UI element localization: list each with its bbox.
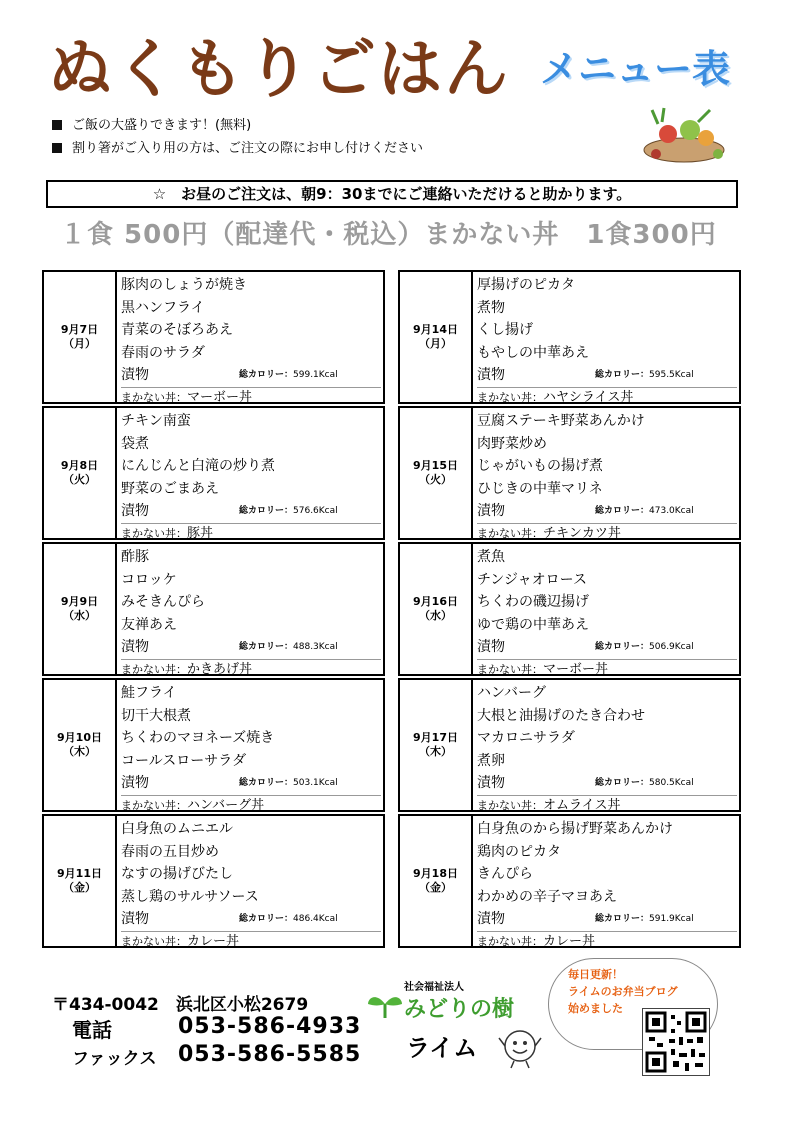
day-label xyxy=(400,544,473,674)
blog-qr-code-icon[interactable] xyxy=(642,1008,710,1076)
donburi-label: まかない丼： xyxy=(121,390,187,404)
pickles-calorie-row xyxy=(477,500,737,524)
date: 9月16日 xyxy=(413,595,458,608)
date: 9月7日 xyxy=(60,323,99,336)
dish-item: 漬物 xyxy=(121,911,149,928)
calorie-label: 総カロリー： xyxy=(595,914,650,925)
dish-item: 蒸し鶏のサルサソース xyxy=(121,888,259,905)
dish-item: 酢豚 xyxy=(121,549,149,565)
dish-item: 大根と油揚げのたき合わせ xyxy=(477,707,645,724)
donburi-row xyxy=(477,660,737,680)
calorie-total xyxy=(239,500,338,523)
lime-mascot-icon xyxy=(498,1024,542,1070)
note-chopsticks xyxy=(52,137,423,156)
calorie-total xyxy=(239,772,338,795)
dish-item: 煮魚 xyxy=(477,549,505,565)
dish-item: 白身魚のから揚げ野菜あんかけ xyxy=(477,821,673,837)
dish-item: ちくわのマヨネーズ焼き xyxy=(121,730,275,747)
donburi-row xyxy=(477,932,737,952)
dish-item: みそきんぴら xyxy=(121,594,205,611)
calorie-value: 473.0Kcal xyxy=(649,506,694,517)
day-label xyxy=(44,272,117,402)
pickles-calorie-row xyxy=(477,364,737,388)
donburi-label: まかない丼： xyxy=(121,662,187,676)
pickles-calorie-row xyxy=(121,500,381,524)
dish-item: 漬物 xyxy=(121,639,149,656)
day-label xyxy=(44,680,117,810)
donburi-value: ハヤシライス丼 xyxy=(543,389,634,405)
day-block xyxy=(398,542,741,676)
donburi-label: まかない丼： xyxy=(121,934,187,948)
dish-item: 春雨の五目炒め xyxy=(121,843,219,860)
weekday: （木） xyxy=(419,745,452,758)
day-label xyxy=(44,816,117,946)
dish-item: ゆで鶏の中華あえ xyxy=(477,616,589,633)
dish-item: 白身魚のムニエル xyxy=(121,821,233,837)
donburi-value: ハンバーグ丼 xyxy=(187,797,265,813)
dish-list xyxy=(477,682,737,816)
calorie-label: 総カロリー： xyxy=(239,778,294,789)
dish-item: 漬物 xyxy=(121,503,149,520)
dish-item: 袋煮 xyxy=(121,435,149,452)
dish-item: わかめの辛子マヨあえ xyxy=(477,888,617,905)
donburi-row xyxy=(121,524,381,544)
donburi-row xyxy=(121,796,381,816)
weekday: （木） xyxy=(63,745,96,758)
sprout-logo-icon xyxy=(366,990,404,1020)
donburi-row xyxy=(477,388,737,408)
dish-item: じゃがいもの揚げ煮 xyxy=(477,458,603,475)
donburi-value: マーボー丼 xyxy=(543,661,609,677)
dish-item: チンジャオロース xyxy=(477,571,587,588)
donburi-value: カレー丼 xyxy=(543,933,596,949)
donburi-value: カレー丼 xyxy=(187,933,240,949)
day-block xyxy=(42,542,385,676)
donburi-value: かきあげ丼 xyxy=(187,661,253,677)
dish-item: 黒ハンフライ xyxy=(121,299,205,316)
dish-list xyxy=(121,546,381,680)
phone-number: 053-586-4933 xyxy=(178,1014,362,1039)
dish-list xyxy=(121,818,381,952)
weekday: （水） xyxy=(419,609,452,622)
org-name: みどりの樹 xyxy=(404,997,515,1022)
dish-item: 漬物 xyxy=(477,367,505,384)
calorie-value: 580.5Kcal xyxy=(649,778,694,789)
calorie-total xyxy=(595,908,694,931)
donburi-label: まかない丼： xyxy=(121,526,187,540)
day-label xyxy=(400,408,473,538)
dish-list xyxy=(477,410,737,544)
calorie-total xyxy=(595,364,694,387)
calorie-label: 総カロリー： xyxy=(595,370,650,381)
date: 9月11日 xyxy=(57,867,102,880)
calorie-value: 591.9Kcal xyxy=(649,914,694,925)
pickles-calorie-row xyxy=(477,636,737,660)
dish-item: 漬物 xyxy=(121,367,149,384)
donburi-label: まかない丼： xyxy=(477,934,543,948)
dish-item: くし揚げ xyxy=(477,322,533,339)
dish-item: 鮭フライ xyxy=(121,685,177,701)
weekday: （月） xyxy=(63,337,96,350)
dish-item: 春雨のサラダ xyxy=(121,344,205,361)
dish-item: コロッケ xyxy=(121,571,177,588)
donburi-row xyxy=(477,524,737,544)
date: 9月8日 xyxy=(60,459,99,472)
calorie-value: 503.1Kcal xyxy=(293,778,338,789)
donburi-label: まかない丼： xyxy=(477,798,543,812)
calorie-value: 595.5Kcal xyxy=(649,370,694,381)
day-label xyxy=(400,816,473,946)
pickles-calorie-row xyxy=(477,772,737,796)
donburi-row xyxy=(477,796,737,816)
page-title: ぬくもりごはん xyxy=(48,32,510,107)
calorie-value: 576.6Kcal xyxy=(293,506,338,517)
dish-item: なすの揚げびたし xyxy=(121,866,233,883)
date: 9月17日 xyxy=(413,731,458,744)
donburi-label: まかない丼： xyxy=(477,526,543,540)
bullet-square-icon xyxy=(52,120,62,130)
donburi-row xyxy=(121,388,381,408)
dish-item: 友禅あえ xyxy=(121,616,177,633)
dish-item: コールスローサラダ xyxy=(121,752,247,769)
dish-item: 豚肉のしょうが焼き xyxy=(121,277,247,293)
dish-item: マカロニサラダ xyxy=(477,730,575,747)
calorie-total xyxy=(595,636,694,659)
postal-address: 〒434-0042 浜北区小松2679 xyxy=(52,995,309,1015)
dish-item: もやしの中華あえ xyxy=(477,344,589,361)
dish-list xyxy=(477,546,737,680)
day-block xyxy=(42,678,385,812)
pickles-calorie-row xyxy=(121,908,381,932)
pickles-calorie-row xyxy=(121,636,381,660)
calorie-label: 総カロリー： xyxy=(595,642,650,653)
day-block xyxy=(398,406,741,540)
calorie-value: 599.1Kcal xyxy=(293,370,338,381)
weekday: （火） xyxy=(419,473,452,486)
dish-item: ちくわの磯辺揚げ xyxy=(477,594,589,611)
pickles-calorie-row xyxy=(477,908,737,932)
date: 9月18日 xyxy=(413,867,458,880)
weekday: （月） xyxy=(419,337,452,350)
calorie-total xyxy=(595,772,694,795)
day-label xyxy=(44,544,117,674)
dish-list xyxy=(121,274,381,408)
blog-line: ライムのお弁当ブログ xyxy=(568,985,678,998)
phone-label: 電話 xyxy=(72,1018,112,1042)
calorie-label: 総カロリー： xyxy=(239,506,294,517)
shop-name: ライム xyxy=(406,1034,478,1062)
weekday: （金） xyxy=(419,881,452,894)
calorie-label: 総カロリー： xyxy=(239,370,294,381)
day-block xyxy=(398,814,741,948)
blog-line: 始めました xyxy=(568,1002,623,1015)
dish-item: 煮卵 xyxy=(477,752,505,769)
date: 9月15日 xyxy=(413,459,458,472)
fax-label: ファックス xyxy=(72,1049,157,1069)
dish-item: 厚揚げのピカタ xyxy=(477,277,575,293)
day-block xyxy=(42,270,385,404)
dish-list xyxy=(477,274,737,408)
dish-list xyxy=(477,818,737,952)
note-text: ご飯の大盛りできます！(無料) xyxy=(72,118,252,133)
donburi-row xyxy=(121,660,381,680)
org-type: 社会福祉法人 xyxy=(404,982,464,993)
pickles-calorie-row xyxy=(121,772,381,796)
dish-item: 煮物 xyxy=(477,299,505,316)
dish-list xyxy=(121,682,381,816)
day-label xyxy=(400,680,473,810)
dish-item: チキン南蛮 xyxy=(121,413,191,429)
vegetables-illustration-icon xyxy=(638,104,730,166)
day-block xyxy=(42,406,385,540)
day-label xyxy=(400,272,473,402)
date: 9月9日 xyxy=(60,595,99,608)
donburi-row xyxy=(121,932,381,952)
calorie-label: 総カロリー： xyxy=(239,642,294,653)
weekday: （金） xyxy=(63,881,96,894)
donburi-label: まかない丼： xyxy=(121,798,187,812)
fax-number: 053-586-5585 xyxy=(178,1042,362,1067)
menu-heading: メニュー表 xyxy=(540,47,731,91)
order-deadline-notice: ☆ お昼のご注文は、朝9：30までにご連絡いただけると助かります。 xyxy=(46,180,738,208)
calorie-total xyxy=(595,500,694,523)
note-text: 割り箸がご入り用の方は、ご注文の際にお申し付けください xyxy=(72,141,424,156)
weekday: （水） xyxy=(63,609,96,622)
donburi-value: マーボー丼 xyxy=(187,389,253,405)
calorie-value: 506.9Kcal xyxy=(649,642,694,653)
dish-item: 切干大根煮 xyxy=(121,707,191,724)
bullet-square-icon xyxy=(52,143,62,153)
dish-item: 野菜のごまあえ xyxy=(121,480,219,497)
dish-item: ハンバーグ xyxy=(477,685,547,701)
date: 9月14日 xyxy=(413,323,458,336)
date: 9月10日 xyxy=(57,731,102,744)
dish-item: 豆腐ステーキ野菜あんかけ xyxy=(477,413,645,429)
calorie-label: 総カロリー： xyxy=(239,914,294,925)
day-label xyxy=(44,408,117,538)
calorie-label: 総カロリー： xyxy=(595,778,650,789)
dish-item: 鶏肉のピカタ xyxy=(477,843,561,860)
calorie-value: 488.3Kcal xyxy=(293,642,338,653)
price-line: １食 500円（配達代・税込）まかない丼 1食300円 xyxy=(60,220,717,250)
calorie-value: 486.4Kcal xyxy=(293,914,338,925)
dish-item: きんぴら xyxy=(477,866,533,883)
dish-item: 漬物 xyxy=(121,775,149,792)
dish-item: 漬物 xyxy=(477,639,505,656)
calorie-total xyxy=(239,908,338,931)
donburi-label: まかない丼： xyxy=(477,390,543,404)
dish-item: 肉野菜炒め xyxy=(477,435,547,452)
dish-item: 青菜のそぼろあえ xyxy=(121,322,233,339)
dish-item: 漬物 xyxy=(477,503,505,520)
day-block xyxy=(42,814,385,948)
donburi-value: チキンカツ丼 xyxy=(543,525,621,541)
dish-item: 漬物 xyxy=(477,775,505,792)
dish-item: 漬物 xyxy=(477,911,505,928)
dish-list xyxy=(121,410,381,544)
calorie-label: 総カロリー： xyxy=(595,506,650,517)
blog-line: 毎日更新！ xyxy=(568,968,623,981)
note-large-rice xyxy=(52,114,251,133)
dish-item: ひじきの中華マリネ xyxy=(477,480,603,497)
donburi-label: まかない丼： xyxy=(477,662,543,676)
donburi-value: 豚丼 xyxy=(187,525,214,541)
weekday: （火） xyxy=(63,473,96,486)
dish-item: にんじんと白滝の炒り煮 xyxy=(121,458,275,475)
day-block xyxy=(398,678,741,812)
calorie-total xyxy=(239,636,338,659)
calorie-total xyxy=(239,364,338,387)
pickles-calorie-row xyxy=(121,364,381,388)
day-block xyxy=(398,270,741,404)
donburi-value: オムライス丼 xyxy=(543,797,621,813)
